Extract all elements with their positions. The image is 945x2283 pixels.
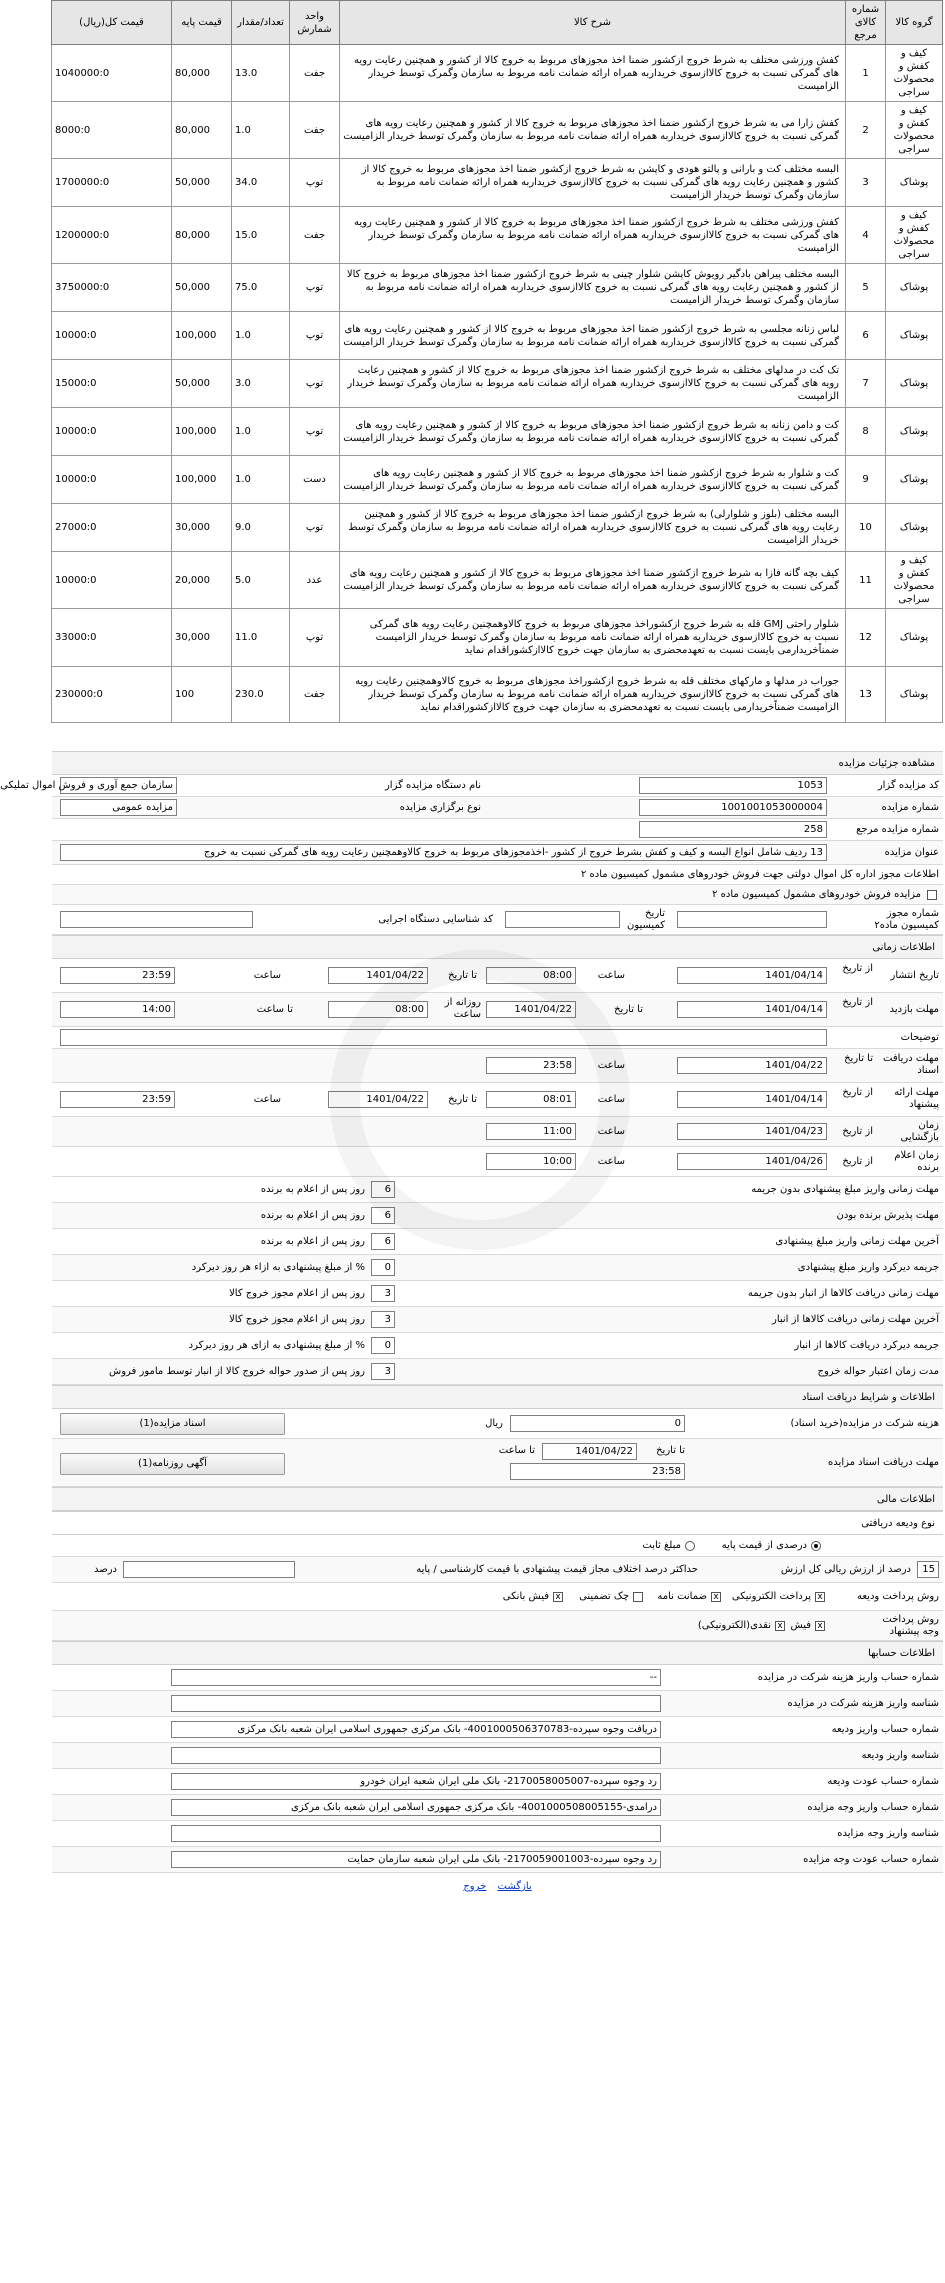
row-offer-method [52, 1611, 943, 1641]
publish-to-time-label: ساعت [253, 970, 281, 981]
deposit-percent-field[interactable]: 15 [917, 1561, 939, 1578]
item-unit: توپ [290, 609, 340, 667]
newspaper-ad-button[interactable]: آگهی روزنامه(1) [60, 1453, 285, 1475]
item-unit: دست [290, 456, 340, 504]
row-vehicle-check [52, 885, 943, 905]
table-row [52, 159, 943, 207]
period-suffix: روز پس از اعلام مجوز خروج کالا [229, 1288, 365, 1299]
item-ref-number: 11 [846, 552, 886, 609]
doc-deadline-time-label: تا ساعت [498, 1445, 535, 1456]
row-auction-title [52, 841, 943, 865]
item-description: کفش زارا می به شرط خروج ازکشور ضمنا اخذ مجوزهای مربوط به خروج کالا از کشور و همچنین رعایت رویه های گمرکی نسبت به خروج کالاازسوی خریداربه همراه ارائه ضمانت نامه مربوط به سازمان وگمرک توسط خریدار الزامیست [340, 102, 846, 159]
item-quantity: 9.0 [232, 504, 290, 552]
account-value-field[interactable]: -- [171, 1669, 661, 1686]
offer-slip-checkbox[interactable]: x [815, 1621, 825, 1631]
item-description: البسه مختلف کت و بارانی و پالتو هودی و کاپشن به شرط خروج ازکشور ضمنا اخذ مجوزهای مربوط به خروج کالا از کشور و همچنین رعایت رویه های گمرکی نسبت به خروج کالاازسوی خریداربه همراه ارائه ضمانت نامه مربوط به سازمان وگمرک توسط خریدار الزامیست [340, 159, 846, 207]
auction-number-label: شماره مزایده [881, 802, 939, 813]
auction-title-label: عنوان مزایده [884, 847, 939, 858]
opening-label: زمان بازگشایی [900, 1120, 939, 1143]
item-ref-number: 3 [846, 159, 886, 207]
item-base-price: 80,000 [172, 45, 232, 102]
item-ref-number: 12 [846, 609, 886, 667]
auction-type-label: نوع برگزاری مزایده [399, 802, 481, 813]
auction-number-field[interactable]: 1001001053000004 [639, 799, 827, 816]
period-label: آخرین مهلت زمانی واریز مبلغ پیشنهادی [775, 1236, 939, 1247]
row-deposit-type [52, 1535, 943, 1557]
deposit-percent-suffix: درصد از ارزش ریالی کل ارزش [780, 1564, 911, 1575]
item-unit: عدد [290, 552, 340, 609]
table-row [52, 207, 943, 264]
period-row [52, 1307, 943, 1333]
item-quantity: 230.0 [232, 667, 290, 723]
method-electronic-label: پرداخت الکترونیکی [731, 1591, 811, 1602]
period-label: جریمه دیرکرد واریز مبلغ پیشنهادی [797, 1262, 939, 1273]
account-row [52, 1821, 943, 1847]
account-value-field[interactable]: رد وجوه سپرده-2170059001003- بانک ملی ایران شعبه سازمان حمایت [171, 1851, 661, 1868]
period-label: جریمه دیرکرد دریافت کالاها از انبار [794, 1340, 939, 1351]
period-suffix: % از مبلغ پیشنهادی به ازای هر روز دیرکرد [188, 1340, 365, 1351]
col-header-total-price: قیمت کل(ریال) [52, 1, 172, 45]
item-group: پوشاک [886, 312, 943, 360]
item-base-price: 100,000 [172, 408, 232, 456]
item-base-price: 80,000 [172, 207, 232, 264]
item-quantity: 13.0 [232, 45, 290, 102]
item-unit: توپ [290, 159, 340, 207]
item-quantity: 75.0 [232, 264, 290, 312]
row-ref-number [52, 819, 943, 841]
ref-number-label: شماره مزایده مرجع [856, 824, 939, 835]
item-group: کیف و کفش و محصولات سراجی [886, 102, 943, 159]
row-auction-number [52, 797, 943, 819]
table-row [52, 408, 943, 456]
item-description: کیف بچه گانه فازا به شرط خروج ازکشور ضمنا اخذ مجوزهای مربوط به خروج کالا از کشور و همچنین رعایت رویه های گمرکی نسبت به خروج کالاازسوی خریداربه همراه ارائه ضمانت نامه مربوط به سازمان وگمرک توسط خریدار الزامیست [340, 552, 846, 609]
item-description: البسه مختلف (بلوز و شلوارلی) به شرط خروج ازکشور ضمنا اخذ مجوزهای مربوط به خروج کالا از کشور و همچنین رعایت رویه های گمرکی نسبت به خروج کالاازسوی خریداربه همراه ارائه ضمانت نامه مربوط به سازمان وگمرک توسط خریدار الزامیست [340, 504, 846, 552]
item-ref-number: 4 [846, 207, 886, 264]
winner-date[interactable]: 1401/04/26 [677, 1153, 827, 1170]
table-row [52, 552, 943, 609]
account-value-field[interactable]: دریافت وجوه سپرده-4001000506370783- بانک مرکزی جمهوری اسلامی ایران شعبه بانک مرکزی [171, 1721, 661, 1738]
table-row [52, 456, 943, 504]
item-description: کت و شلوار به شرط خروج ازکشور ضمنا اخذ مجوزهای مربوط به خروج کالا از کشور و همچنین رعایت رویه های گمرکی نسبت به خروج کالاازسوی خریداربه همراه ارائه ضمانت نامه مربوط به سازمان وگمرک توسط خریدار الزامیست [340, 456, 846, 504]
commission-date-field[interactable] [505, 911, 620, 928]
opening-date[interactable]: 1401/04/23 [677, 1123, 827, 1140]
item-description: کفش ورزشی مختلف به شرط خروج ازکشور ضمنا اخذ مجوزهای مربوط به خروج کالا از کشور و همچنین رعایت رویه های گمرکی نسبت به خروج کالاازسوی خریداربه همراه ارائه ضمانت نامه مربوط به سازمان وگمرک توسط خریدار الزامیست [340, 207, 846, 264]
row-offer [52, 1083, 943, 1117]
visit-from-date[interactable]: 1401/04/14 [677, 1001, 827, 1018]
item-group: پوشاک [886, 264, 943, 312]
docs-to-time[interactable]: 23:58 [486, 1057, 576, 1074]
account-row [52, 1691, 943, 1717]
publish-to-label: تا تاریخ [448, 970, 477, 981]
item-total-price: 1040000:0 [52, 45, 172, 102]
item-quantity: 1.0 [232, 312, 290, 360]
col-header-description: شرح کالا [340, 1, 846, 45]
exit-link[interactable]: خروج [463, 1881, 487, 1892]
account-row [52, 1769, 943, 1795]
account-label: شماره حساب واریز هزینه شرکت در مزایده [757, 1672, 939, 1683]
item-group: پوشاک [886, 408, 943, 456]
account-label: شماره حساب واریز ودیعه [831, 1724, 939, 1735]
time-description-field[interactable] [60, 1029, 827, 1046]
deposit-method-label: روش پرداخت ودیعه [856, 1591, 939, 1602]
period-label: مهلت زمانی دریافت کالاها از انبار بدون جریمه [747, 1288, 939, 1299]
publish-to-date[interactable]: 1401/04/22 [328, 967, 428, 984]
item-description: تک کت در مدلهای مختلف به شرط خروج ازکشور ضمنا اخذ مجوزهای مربوط به خروج کالا از کشور و همچنین رعایت رویه های گمرکی نسبت به خروج کالاازسوی خریداربه همراه ارائه ضمانت نامه مربوط به سازمان وگمرک توسط خریدار الزامیست [340, 360, 846, 408]
account-label: شماره حساب واریز وجه مزایده [807, 1802, 939, 1813]
publish-from-label: از تاریخ [842, 963, 873, 974]
item-total-price: 1200000:0 [52, 207, 172, 264]
item-base-price: 20,000 [172, 552, 232, 609]
row-deposit-method [52, 1583, 943, 1611]
section-docs-title: اطلاعات و شرایط دریافت اسناد [52, 1385, 943, 1409]
item-description: شلوار راحتی GMJ قله به شرط خروج ازکشوراخذ مجوزهای مربوط به خروج کالاوهمچنین رعایت رویه های گمرکی نسبت به خروج کالاازسوی خریداربه همراه ارائه ضمانت نامه مربوط به سازمان وگمرک توسط خریدار الزامیست ضمناًخریدارمی بایست نسبت به تعهدمحضری به سازمان جهت خروج کالاازکشوراقدام نماید [340, 609, 846, 667]
period-suffix: روز پس از اعلام به برنده [260, 1184, 365, 1195]
account-row [52, 1847, 943, 1873]
col-header-quantity: تعداد/مقدار [232, 1, 290, 45]
item-unit: توپ [290, 312, 340, 360]
item-quantity: 1.0 [232, 408, 290, 456]
item-unit: توپ [290, 408, 340, 456]
item-group: پوشاک [886, 159, 943, 207]
section-deposit-type-title: نوع ودیعه دریافتی [52, 1511, 943, 1535]
item-quantity: 1.0 [232, 102, 290, 159]
permit-number-label: شماره مجوز کمیسیون ماده۲ [874, 908, 939, 931]
period-row [52, 1359, 943, 1385]
item-group: پوشاک [886, 456, 943, 504]
max-diff-unit: درصد [93, 1564, 117, 1575]
account-label: شماره حساب عودت وجه مزایده [803, 1854, 939, 1865]
item-ref-number: 5 [846, 264, 886, 312]
row-permit-info [52, 865, 943, 885]
row-commission [52, 905, 943, 935]
item-base-price: 50,000 [172, 264, 232, 312]
period-value-field[interactable]: 6 [371, 1233, 395, 1250]
radio-fixed[interactable] [685, 1541, 695, 1551]
item-group: پوشاک [886, 609, 943, 667]
period-row [52, 1333, 943, 1359]
offer-from-label: از تاریخ [842, 1087, 873, 1098]
item-description: جوراب در مدلها و مارکهای مختلف قله به شرط خروج ازکشوراخذ مجوزهای مربوط به خروج کالاوهمچنین رعایت رویه های گمرکی نسبت به خروج کالاازسوی خریداربه همراه ارائه ضمانت نامه مربوط به سازمان وگمرک توسط خریدار الزامیست ضمناًخریدارمی بایست نسبت به تعهدمحضری به سازمان جهت خروج کالاازکشوراقدام نماید [340, 667, 846, 723]
item-total-price: 10000:0 [52, 312, 172, 360]
period-label: مهلت زمانی واریز مبلغ پیشنهادی بدون جریمه [751, 1184, 939, 1195]
item-description: البسه مختلف پیراهن بادگیر رویوش کاپشن شلوار چینی به شرط خروج ازکشور ضمنا اخذ مجوزهای مربوط به خروج کالا از کشور و همچنین رعایت رویه های گمرکی نسبت به خروج کالاازسوی خریداربه همراه ارائه ضمانت نامه مربوط به سازمان وگمرک توسط خریدار الزامیست [340, 264, 846, 312]
visit-daily-label: روزانه از ساعت [444, 997, 481, 1020]
period-row [52, 1203, 943, 1229]
winner-date-label: از تاریخ [842, 1156, 873, 1167]
table-row [52, 360, 943, 408]
doc-deadline-to-label: تا تاریخ [656, 1445, 685, 1456]
visit-to-date[interactable]: 1401/04/22 [486, 1001, 576, 1018]
visit-daily-to[interactable]: 14:00 [60, 1001, 175, 1018]
winner-label: زمان اعلام برنده [894, 1150, 939, 1173]
period-row [52, 1229, 943, 1255]
item-quantity: 15.0 [232, 207, 290, 264]
account-label: شماره حساب عودت ودیعه [827, 1776, 939, 1787]
offer-slip-label: فیش [790, 1620, 811, 1631]
item-total-price: 15000:0 [52, 360, 172, 408]
item-description: کفش ورزشی مختلف به شرط خروج ازکشور ضمنا اخذ مجوزهای مربوط به خروج کالا از کشور و همچنین رعایت رویه های گمرکی نسبت به خروج کالاازسوی خریداربه همراه ارائه ضمانت نامه مربوط به سازمان وگمرک توسط خریدار الزامیست [340, 45, 846, 102]
item-ref-number: 10 [846, 504, 886, 552]
offer-to-date[interactable]: 1401/04/22 [328, 1091, 428, 1108]
permit-info-text: اطلاعات مجوز اداره کل اموال دولتی جهت فروش خودروهای مشمول کمیسیون ماده ۲ [580, 869, 939, 880]
item-quantity: 5.0 [232, 552, 290, 609]
account-value-field[interactable] [171, 1825, 661, 1842]
visit-to-label: تا تاریخ [614, 1004, 643, 1015]
exec-id-field[interactable] [60, 911, 253, 928]
max-diff-field[interactable] [123, 1561, 295, 1578]
item-ref-number: 7 [846, 360, 886, 408]
period-suffix: روز پس از صدور حواله خروج کالا از انبار توسط مامور فروش [109, 1366, 365, 1377]
row-opening [52, 1117, 943, 1147]
offer-to-time-label: ساعت [253, 1094, 281, 1105]
method-guarantee-checkbox[interactable]: x [711, 1592, 721, 1602]
period-suffix: روز پس از اعلام مجوز خروج کالا [229, 1314, 365, 1325]
item-group: کیف و کفش و محصولات سراجی [886, 207, 943, 264]
period-row [52, 1255, 943, 1281]
accounts-list [52, 1665, 943, 1873]
period-label: مدت زمان اعتبار حواله خروج [817, 1366, 939, 1377]
winner-time[interactable]: 10:00 [486, 1153, 576, 1170]
docs-to-date[interactable]: 1401/04/22 [677, 1057, 827, 1074]
item-ref-number: 2 [846, 102, 886, 159]
auctioneer-code-label: کد مزایده گزار [877, 780, 939, 791]
item-total-price: 33000:0 [52, 609, 172, 667]
footer [52, 1873, 943, 1900]
doc-fee-label: هزینه شرکت در مزایده(خرید اسناد) [790, 1418, 939, 1429]
item-total-price: 8000:0 [52, 102, 172, 159]
period-suffix: روز پس از اعلام به برنده [260, 1236, 365, 1247]
ref-number-field[interactable]: 258 [639, 821, 827, 838]
account-row [52, 1743, 943, 1769]
method-guarantee-label: ضمانت نامه [657, 1591, 707, 1602]
item-description: لباس زنانه مجلسی به شرط خروج ازکشور ضمنا اخذ مجوزهای مربوط به خروج کالا از کشور و همچنین رعایت رویه های گمرکی نسبت به خروج کالاازسوی خریداربه همراه ارائه ضمانت نامه مربوط به سازمان وگمرک توسط خریدار الزامیست [340, 312, 846, 360]
item-group: پوشاک [886, 504, 943, 552]
row-doc-fee [52, 1409, 943, 1439]
row-auctioneer [0, 775, 943, 797]
doc-fee-currency: ریال [485, 1418, 503, 1429]
item-unit: توپ [290, 360, 340, 408]
item-ref-number: 1 [846, 45, 886, 102]
period-value-field[interactable]: 3 [371, 1285, 395, 1302]
method-cheque-label: چک تضمینی [579, 1591, 629, 1602]
item-base-price: 50,000 [172, 159, 232, 207]
item-total-price: 10000:0 [52, 408, 172, 456]
auction-type-field[interactable]: مزایده عمومی [60, 799, 177, 816]
col-header-ref-number: شماره کالای مرجع [846, 1, 886, 45]
table-row [52, 312, 943, 360]
visit-daily-to-label: تا ساعت [256, 1004, 293, 1015]
item-unit: جفت [290, 667, 340, 723]
account-row [52, 1665, 943, 1691]
item-unit: جفت [290, 102, 340, 159]
publish-label: تاریخ انتشار [890, 970, 939, 981]
docs-to-label: تا تاریخ [844, 1053, 873, 1064]
visit-label: مهلت بازدید [889, 1004, 939, 1015]
section-finance-title: اطلاعات مالی [52, 1487, 943, 1511]
doc-deadline-label: مهلت دریافت اسناد مزایده [828, 1457, 939, 1468]
auctioneer-org-field[interactable]: سازمان جمع آوری و فروش اموال تملیکی [60, 777, 177, 794]
item-unit: جفت [290, 45, 340, 102]
account-label: شناسه واریز وجه مزایده [837, 1828, 939, 1839]
period-suffix: % از مبلغ پیشنهادی به ازاء هر روز دیرکرد [191, 1262, 365, 1273]
account-row [52, 1717, 943, 1743]
account-label: شناسه واریز هزینه شرکت در مزایده [787, 1698, 939, 1709]
opening-date-label: از تاریخ [842, 1126, 873, 1137]
row-visit [52, 993, 943, 1027]
auction-title-field[interactable]: 13 ردیف شامل انواع البسه و کیف و کفش بشرط خروج از کشور -اخذمجوزهای مربوط به خروج کالاوهمچنین رعایت رویه های گمرکی نسبت به خروج [60, 844, 827, 861]
row-winner [52, 1147, 943, 1177]
item-base-price: 50,000 [172, 360, 232, 408]
commission-date-label: تاریخ کمیسیون [626, 908, 665, 931]
item-base-price: 100,000 [172, 456, 232, 504]
item-total-price: 230000:0 [52, 667, 172, 723]
doc-deadline-date[interactable]: 1401/04/22 [542, 1443, 637, 1460]
col-header-group: گروه کالا [886, 1, 943, 45]
item-ref-number: 8 [846, 408, 886, 456]
max-diff-label: حداکثر درصد اختلاف مجاز قیمت پیشنهادی با قیمت کارشناسی / پایه [416, 1564, 698, 1575]
offer-cash-checkbox[interactable]: x [775, 1621, 785, 1631]
opening-time-label: ساعت [597, 1126, 625, 1137]
table-header [52, 1, 943, 45]
exec-id-label: کد شناسایی دستگاه اجرایی [378, 914, 493, 925]
item-total-price: 3750000:0 [52, 264, 172, 312]
period-label: مهلت پذیرش برنده بودن [836, 1210, 939, 1221]
publish-from-date[interactable]: 1401/04/14 [677, 967, 827, 984]
item-unit: جفت [290, 207, 340, 264]
method-electronic-checkbox[interactable]: x [815, 1592, 825, 1602]
section-accounts-title: اطلاعات حسابها [52, 1641, 943, 1665]
col-header-base-price: قیمت پایه [172, 1, 232, 45]
offer-from-time-label: ساعت [597, 1094, 625, 1105]
time-description-label: توضیحات [900, 1032, 939, 1043]
item-total-price: 1700000:0 [52, 159, 172, 207]
item-group: پوشاک [886, 360, 943, 408]
offer-to-time[interactable]: 23:59 [60, 1091, 175, 1108]
radio-percent-label: درصدی از قیمت پایه [721, 1540, 807, 1551]
table-row [52, 264, 943, 312]
visit-from-label: از تاریخ [842, 997, 873, 1008]
table-row [52, 45, 943, 102]
doc-deadline-time[interactable]: 23:58 [510, 1463, 685, 1480]
account-value-field[interactable] [171, 1747, 661, 1764]
col-header-unit: واحد شمارش [290, 1, 340, 45]
items-table [51, 0, 943, 723]
publish-from-time-label: ساعت [597, 970, 625, 981]
doc-fee-field[interactable]: 0 [510, 1415, 685, 1432]
table-row [52, 102, 943, 159]
row-deposit-percent [52, 1557, 943, 1583]
item-quantity: 11.0 [232, 609, 290, 667]
section-time-title: اطلاعات زمانی [52, 935, 943, 959]
docs-deadline-label: مهلت دریافت اسناد [883, 1053, 939, 1076]
item-total-price: 27000:0 [52, 504, 172, 552]
item-group: کیف و کفش و محصولات سراجی [886, 45, 943, 102]
item-base-price: 100,000 [172, 312, 232, 360]
method-bank-slip-label: فیش بانکی [502, 1591, 549, 1602]
offer-from-time[interactable]: 08:01 [486, 1091, 576, 1108]
item-base-price: 100 [172, 667, 232, 723]
item-quantity: 3.0 [232, 360, 290, 408]
item-ref-number: 6 [846, 312, 886, 360]
permit-number-field[interactable] [677, 911, 827, 928]
offer-cash-label: نقدی(الکترونیکی) [697, 1620, 771, 1631]
row-doc-deadline [52, 1439, 943, 1487]
table-row [52, 609, 943, 667]
period-row [52, 1281, 943, 1307]
vehicle-commission-label: مزایده فروش خودروهای مشمول کمیسیون ماده ۲ [712, 889, 921, 900]
section-details-title: مشاهده جزئیات مزایده [52, 751, 943, 775]
item-group: پوشاک [886, 667, 943, 723]
item-unit: توپ [290, 264, 340, 312]
item-base-price: 30,000 [172, 609, 232, 667]
item-total-price: 10000:0 [52, 552, 172, 609]
item-group: کیف و کفش و محصولات سراجی [886, 552, 943, 609]
auctioneer-code-field[interactable]: 1053 [639, 777, 827, 794]
back-link[interactable]: بازگشت [497, 1881, 532, 1892]
visit-daily-from[interactable]: 08:00 [328, 1001, 428, 1018]
publish-from-time[interactable]: 08:00 [486, 967, 576, 984]
account-value-field[interactable]: رد وجوه سپرده-2170058005007- بانک ملی ایران شعبه ایران خودرو [171, 1773, 661, 1790]
winner-time-label: ساعت [597, 1156, 625, 1167]
offer-to-label: تا تاریخ [448, 1094, 477, 1105]
items-body [52, 45, 943, 723]
account-value-field[interactable]: درامدی-4001000508005155- بانک مرکزی جمهوری اسلامی ایران شعبه بانک مرکزی [171, 1799, 661, 1816]
item-description: کت و دامن زنانه به شرط خروج ازکشور ضمنا اخذ مجوزهای مربوط به خروج کالا از کشور و همچنین رعایت رویه های گمرکی نسبت به خروج کالاازسوی خریداربه همراه ارائه ضمانت نامه مربوط به سازمان وگمرک توسط خریدار الزامیست [340, 408, 846, 456]
auctioneer-org-label: نام دستگاه مزایده گزار [384, 780, 481, 791]
table-row [52, 504, 943, 552]
row-publish [52, 959, 943, 993]
item-quantity: 1.0 [232, 456, 290, 504]
period-row [52, 1177, 943, 1203]
item-base-price: 80,000 [172, 102, 232, 159]
method-cheque-checkbox[interactable] [633, 1592, 643, 1602]
period-suffix: روز پس از اعلام به برنده [260, 1210, 365, 1221]
table-row [52, 667, 943, 723]
account-label: شناسه واریز ودیعه [861, 1750, 939, 1761]
radio-percent[interactable] [811, 1541, 821, 1551]
periods-list [52, 1177, 943, 1385]
opening-time[interactable]: 11:00 [486, 1123, 576, 1140]
offer-method-label: روش پرداخت وجه پیشنهاد [882, 1614, 939, 1637]
period-value-field[interactable]: 6 [371, 1207, 395, 1224]
radio-fixed-label: مبلغ ثابت [642, 1540, 681, 1551]
item-quantity: 34.0 [232, 159, 290, 207]
offer-from-date[interactable]: 1401/04/14 [677, 1091, 827, 1108]
period-value-field[interactable]: 3 [371, 1363, 395, 1380]
row-docs-deadline [52, 1049, 943, 1083]
period-value-field[interactable]: 0 [371, 1337, 395, 1354]
item-unit: توپ [290, 504, 340, 552]
vehicle-commission-checkbox[interactable] [927, 890, 937, 900]
item-ref-number: 13 [846, 667, 886, 723]
period-label: آخرین مهلت زمانی دریافت کالاها از انبار [772, 1314, 939, 1325]
account-row [52, 1795, 943, 1821]
docs-time-label: ساعت [597, 1060, 625, 1071]
method-bank-slip-checkbox[interactable]: x [553, 1592, 563, 1602]
offer-label: مهلت ارائه پیشنهاد [894, 1087, 939, 1110]
item-base-price: 30,000 [172, 504, 232, 552]
account-value-field[interactable] [171, 1695, 661, 1712]
auction-docs-button[interactable]: اسناد مزایده(1) [60, 1413, 285, 1435]
row-time-description [52, 1027, 943, 1049]
item-total-price: 10000:0 [52, 456, 172, 504]
period-value-field[interactable]: 6 [371, 1181, 395, 1198]
period-value-field[interactable]: 0 [371, 1259, 395, 1276]
period-value-field[interactable]: 3 [371, 1311, 395, 1328]
publish-to-time[interactable]: 23:59 [60, 967, 175, 984]
item-ref-number: 9 [846, 456, 886, 504]
